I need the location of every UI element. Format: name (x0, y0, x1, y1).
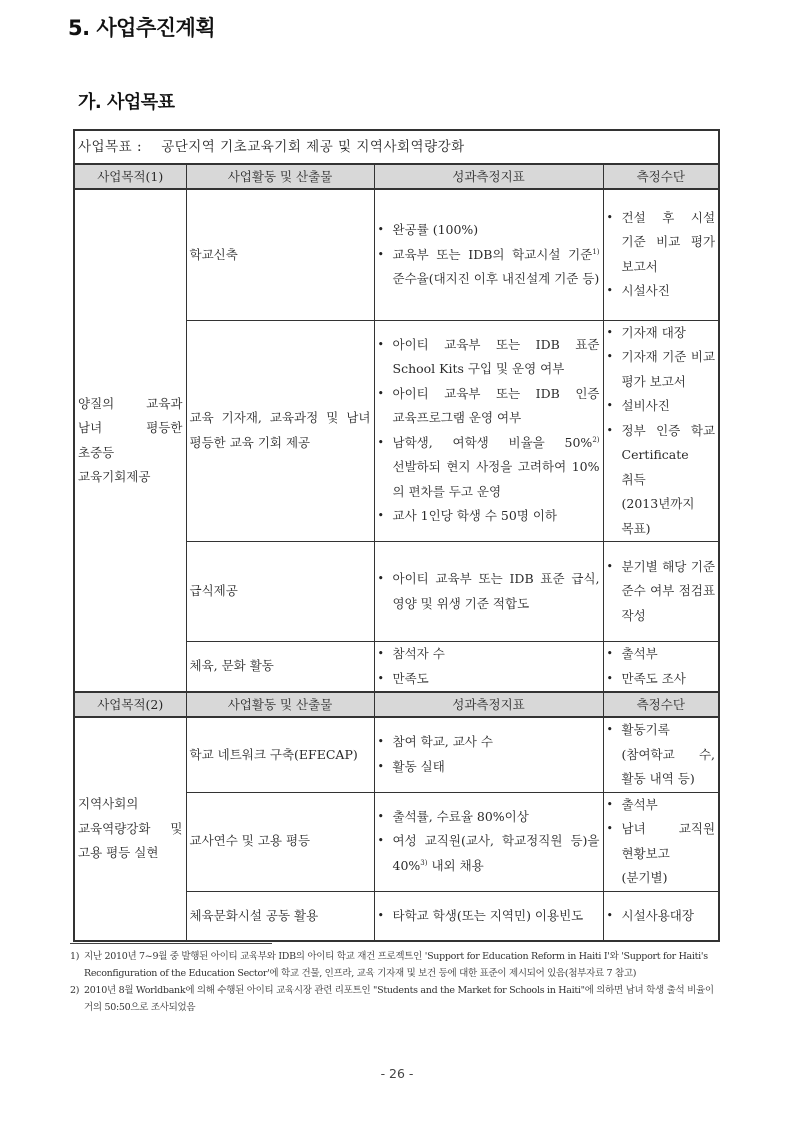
means-cell (603, 189, 719, 320)
header-activity: 사업활동 및 산출물 (186, 692, 374, 717)
means-item: • 건설 후 시설 기준 비교 평가 보고서 (607, 206, 716, 280)
means-item: • 출석부 (607, 793, 716, 818)
means-item: • 정부 인증 학교 Certificate 취득(2013년까지 목표) (607, 419, 716, 542)
indicator-item: • 교육부 또는 IDB의 학교시설 기준$^{1)}$ 준수율(대지진 이후 내진설계 기준 등) (378, 243, 600, 292)
subsection-title: 가. 사업목표 (78, 92, 175, 113)
footnotes (70, 948, 720, 1016)
indicator-cell (374, 542, 603, 642)
indicator-item: • 아이티 교육부 또는 IDB 인증 교육프로그램 운영 여부 (378, 382, 600, 431)
activity-cell: 급식제공 (186, 542, 374, 642)
header-indicator: 성과측정지표 (374, 692, 603, 717)
table-row (74, 189, 719, 320)
activity-cell: 교사연수 및 고용 평등 (186, 792, 374, 891)
objective-1: 양질의 교육과 남녀 평등한 초중등 교육기회제공 (74, 189, 186, 692)
goal-row (74, 130, 719, 164)
header-activity: 사업활동 및 산출물 (186, 164, 374, 189)
page-number: - 26 - (380, 1066, 414, 1081)
means-item: • 활동기록(참여학교 수, 활동 내역 등) (607, 718, 716, 792)
header-means: 측정수단 (603, 164, 719, 189)
indicator-item: • 참여 학교, 교사 수 (378, 730, 600, 755)
indicator-item: • 만족도 (378, 667, 600, 692)
means-item: • 시설사용대장 (607, 904, 716, 929)
means-item: • 분기별 해당 기준 준수 여부 점검표 작성 (607, 555, 716, 629)
indicator-item: • 활동 실태 (378, 755, 600, 780)
means-cell (603, 792, 719, 891)
header-means: 측정수단 (603, 692, 719, 717)
footnote-text: 지난 2010년 7~9월 중 발행된 아이티 교육부와 IDB의 아이티 학교 재건 프로젝트인 'Support for Education Reform in Haiti I'와 'Support for Haiti's Reconfiguration of the Education Sector'에 학교 건물, 인프라, 교육 기자재 및 보건 등에 대한 표준이 제시되어 있음(첨부자료 7 참고) (84, 951, 708, 979)
indicator-item: • 출석률, 수료율 80%이상 (378, 805, 600, 830)
means-item: • 만족도 조사 (607, 667, 716, 692)
header-indicator: 성과측정지표 (374, 164, 603, 189)
indicator-item: • 아이티 교육부 또는 IDB 표준 급식, 영양 및 위생 기준 적합도 (378, 567, 600, 616)
footnote-number: 1) (70, 951, 80, 962)
header-objective: 사업목적(2) (74, 692, 186, 717)
indicator-cell (374, 717, 603, 792)
indicator-item: • 남학생, 여학생 비율을 50%$^{2)}$ 선발하되 현지 사정을 고려하여 10%의 편차를 두고 운영 (378, 431, 600, 505)
means-item: • 출석부 (607, 642, 716, 667)
means-cell (603, 320, 719, 542)
header-row-2 (74, 692, 719, 717)
indicator-item: • 타학교 학생(또는 지역민) 이용빈도 (378, 904, 600, 929)
indicator-item: • 참석자 수 (378, 642, 600, 667)
indicator-cell (374, 891, 603, 941)
activity-cell: 교육 기자재, 교육과정 및 남녀 평등한 교육 기회 제공 (186, 320, 374, 542)
table-row (74, 717, 719, 792)
indicator-item: • 여성 교직원(교사, 학교정직원 등)을 40%$^{3)}$ 내외 채용 (378, 829, 600, 878)
indicator-cell (374, 189, 603, 320)
means-item: • 설비사진 (607, 394, 716, 419)
means-item: • 기자재 기준 비교 평가 보고서 (607, 345, 716, 394)
footnote-number: 2) (70, 985, 80, 996)
section-title: 5. 사업추진계획 (68, 16, 216, 40)
objective-2: 지역사회의 교육역량강화 및 고용 평등 실현 (74, 717, 186, 941)
footnote-ref: 1) (592, 247, 600, 256)
means-item: • 시설사진 (607, 279, 716, 304)
activity-cell: 체육, 문화 활동 (186, 642, 374, 693)
means-item: • 남녀 교직원 현황보고(분기별) (607, 817, 716, 891)
indicator-cell (374, 642, 603, 693)
means-cell (603, 891, 719, 941)
footnote-divider (70, 943, 272, 944)
footnote-text: 2010년 8월 Worldbank에 의해 수행된 아이티 교육시장 관련 리포트인 "Students and the Market for Schools in Haiti"에 의하면 남녀 학생 출석 비율이 거의 50:50으로 조사되었음 (84, 985, 714, 1013)
means-cell (603, 542, 719, 642)
indicator-item: • 아이티 교육부 또는 IDB 표준 School Kits 구입 및 운영 여부 (378, 333, 600, 382)
activity-cell: 체육문화시설 공동 활용 (186, 891, 374, 941)
business-goal-table (73, 129, 720, 942)
goal-text: 공단지역 기초교육기회 제공 및 지역사회역량강화 (161, 138, 465, 155)
header-objective: 사업목적(1) (74, 164, 186, 189)
footnote-ref: 3) (420, 858, 428, 867)
indicator-cell (374, 792, 603, 891)
means-cell (603, 717, 719, 792)
header-row-1 (74, 164, 719, 189)
activity-cell: 학교신축 (186, 189, 374, 320)
means-item: • 기자재 대장 (607, 321, 716, 346)
indicator-item: • 완공률 (100%) (378, 218, 600, 243)
footnote-ref: 2) (592, 435, 600, 444)
footnote-1 (70, 948, 720, 982)
means-cell (603, 642, 719, 693)
indicator-item: • 교사 1인당 학생 수 50명 이하 (378, 504, 600, 529)
activity-cell: 학교 네트워크 구축(EFECAP) (186, 717, 374, 792)
indicator-cell (374, 320, 603, 542)
goal-cell (74, 130, 719, 164)
goal-label: 사업목표 : (78, 138, 143, 155)
footnote-2 (70, 982, 720, 1016)
